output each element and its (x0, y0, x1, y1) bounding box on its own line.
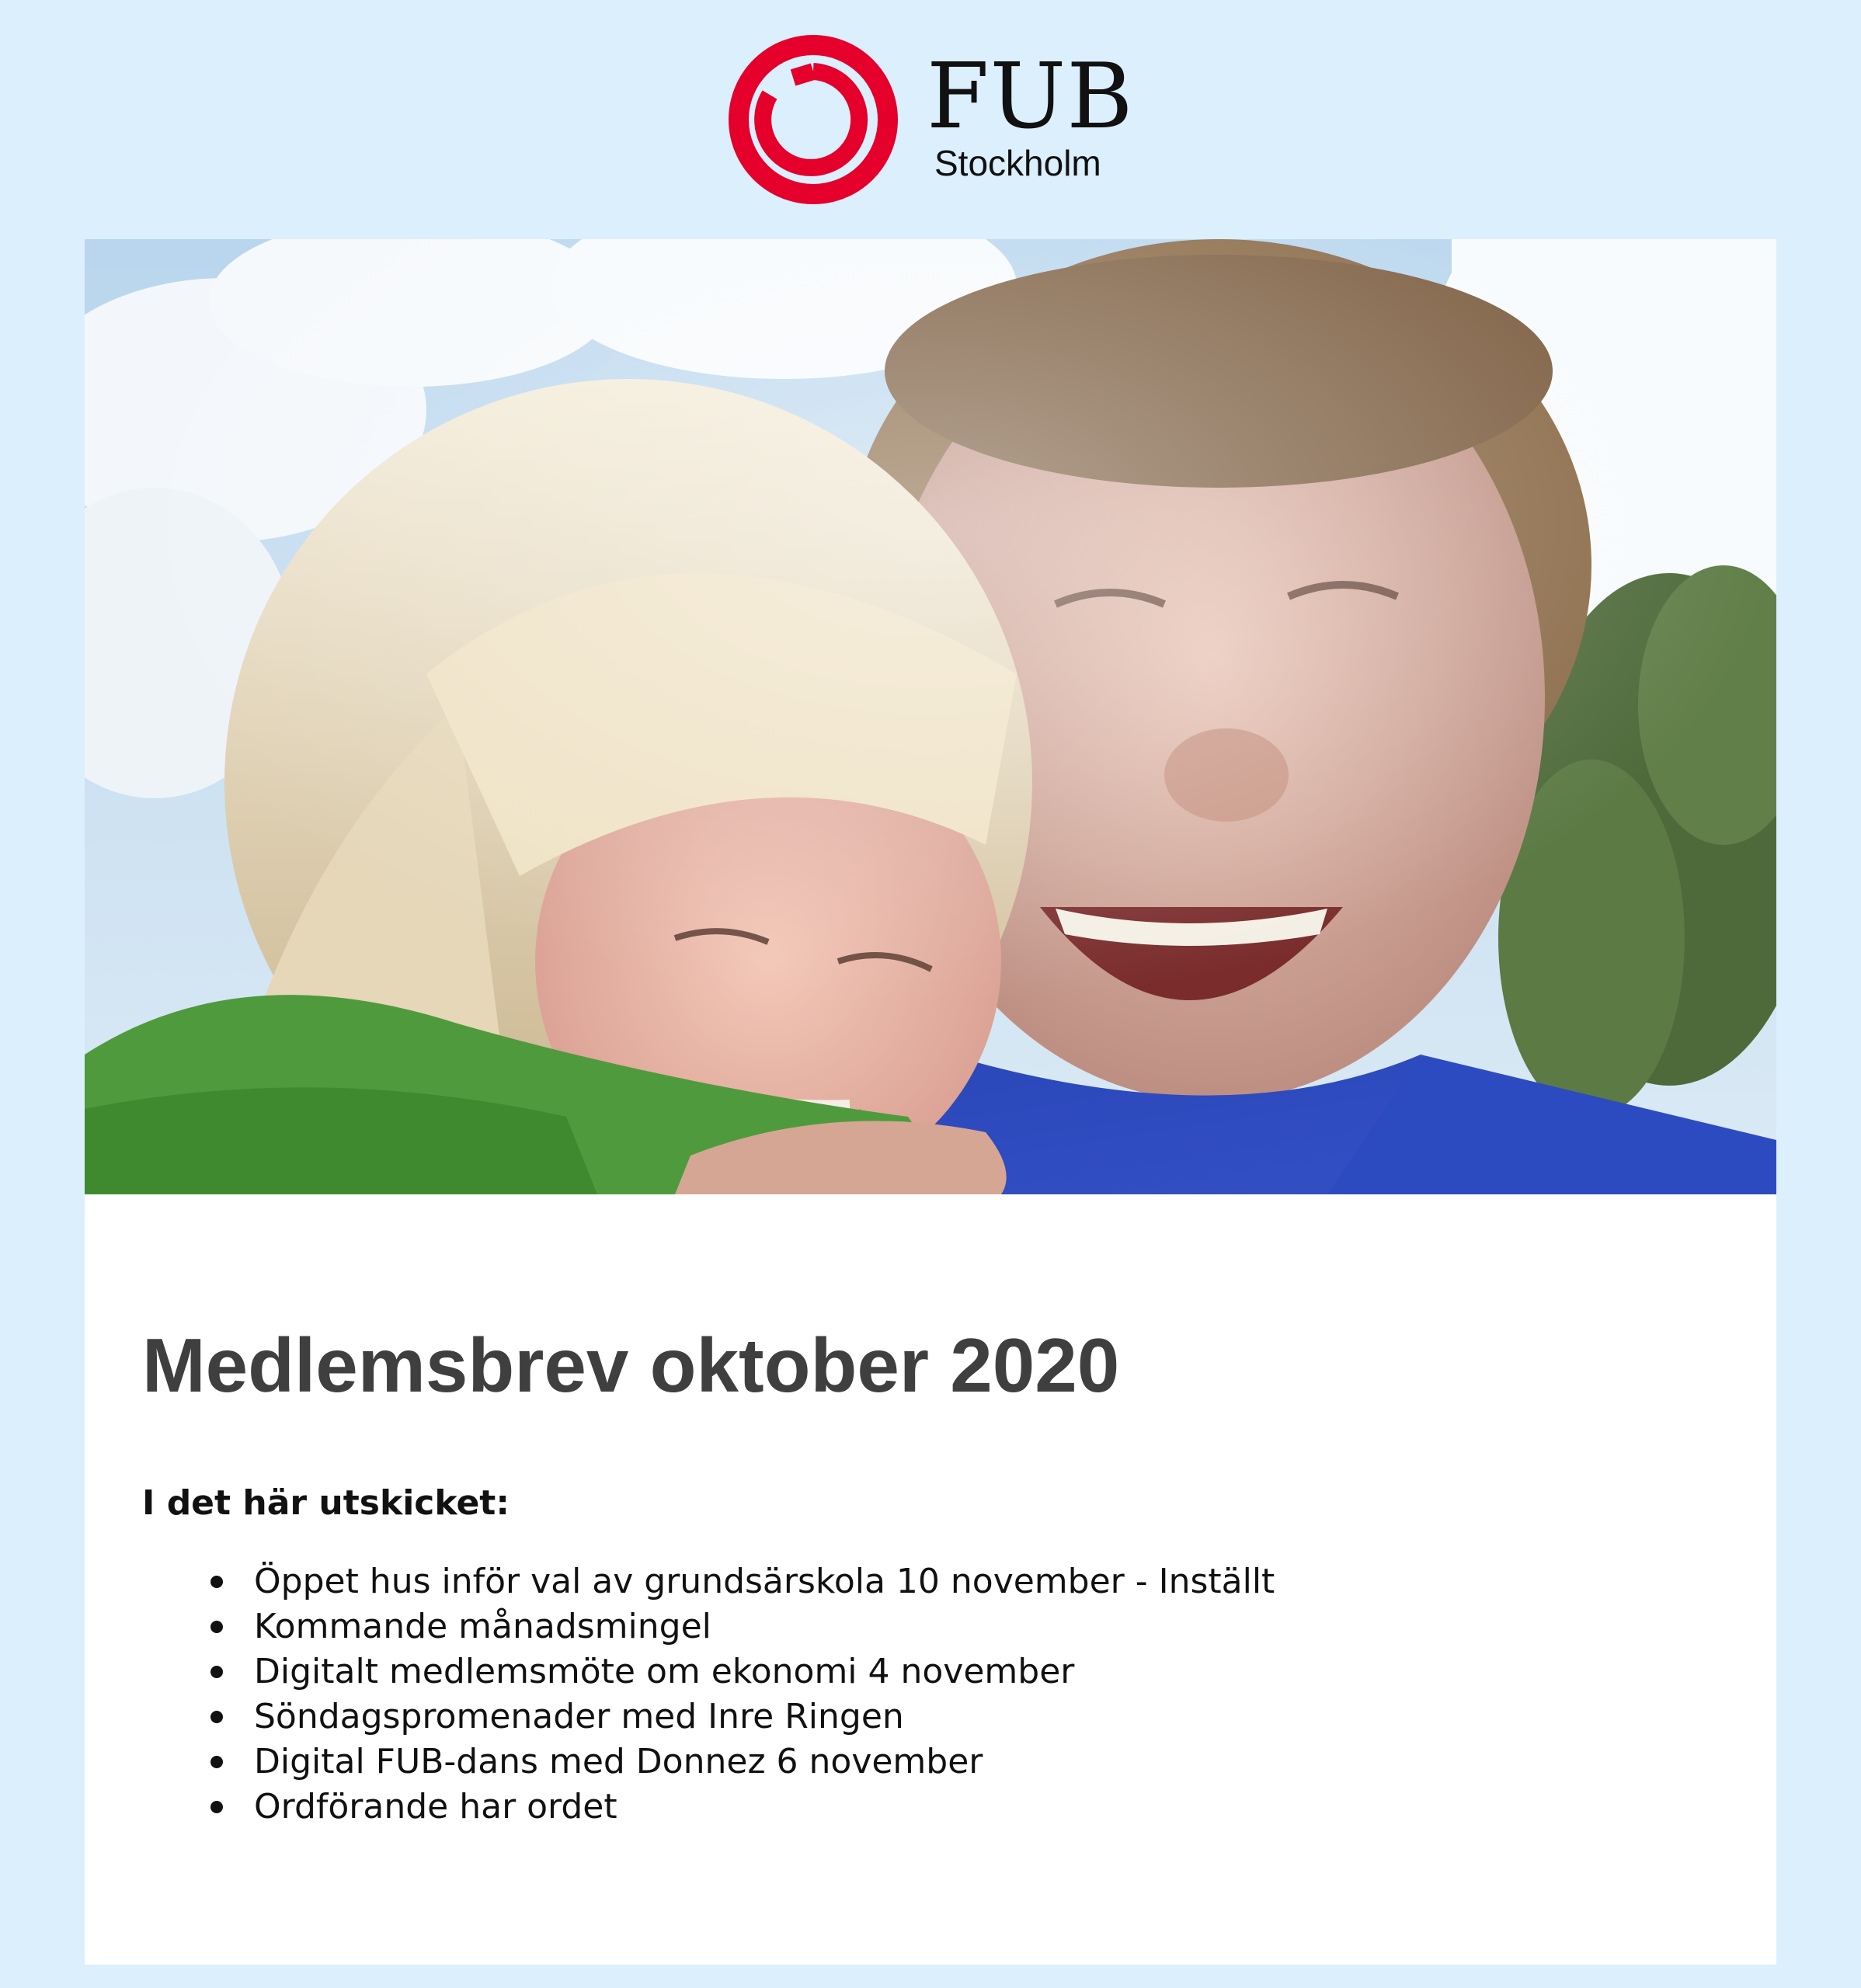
bullet-icon (210, 1801, 223, 1813)
bullet-icon (210, 1666, 223, 1678)
bullet-icon (210, 1576, 223, 1588)
header (0, 0, 1861, 239)
list-item (254, 1740, 1719, 1785)
topic-text: Öppet hus inför val av grundsärskola 10 november - Inställt (254, 1562, 1275, 1601)
bullet-icon (210, 1621, 223, 1633)
topic-text: Digital FUB-dans med Donnez 6 november (254, 1742, 983, 1781)
logo-city: Stockholm (934, 143, 1101, 183)
bullet-icon (210, 1711, 223, 1723)
topic-text: Kommande månadsmingel (254, 1607, 711, 1646)
topic-text: Söndagspromenader med Inre Ringen (254, 1697, 904, 1736)
logo-name: FUB (927, 44, 1134, 149)
bullet-icon (210, 1756, 223, 1768)
newsletter-content (142, 1319, 1719, 1830)
list-item (254, 1694, 1719, 1740)
newsletter-intro: I det här utskicket: (142, 1483, 510, 1523)
list-item (254, 1604, 1719, 1649)
fub-stockholm-logo[interactable] (726, 31, 1134, 210)
list-item (254, 1649, 1719, 1694)
list-item (254, 1559, 1719, 1604)
newsletter-card (85, 239, 1776, 1965)
topic-list (142, 1559, 1719, 1830)
newsletter-title: Medlemsbrev oktober 2020 (142, 1322, 1120, 1408)
topic-text: Ordförande har ordet (254, 1787, 617, 1826)
fub-ring-logo-icon (726, 33, 900, 207)
list-item (254, 1785, 1719, 1830)
hero-photo (85, 239, 1776, 1194)
topic-text: Digitalt medlemsmöte om ekonomi 4 november (254, 1652, 1075, 1691)
